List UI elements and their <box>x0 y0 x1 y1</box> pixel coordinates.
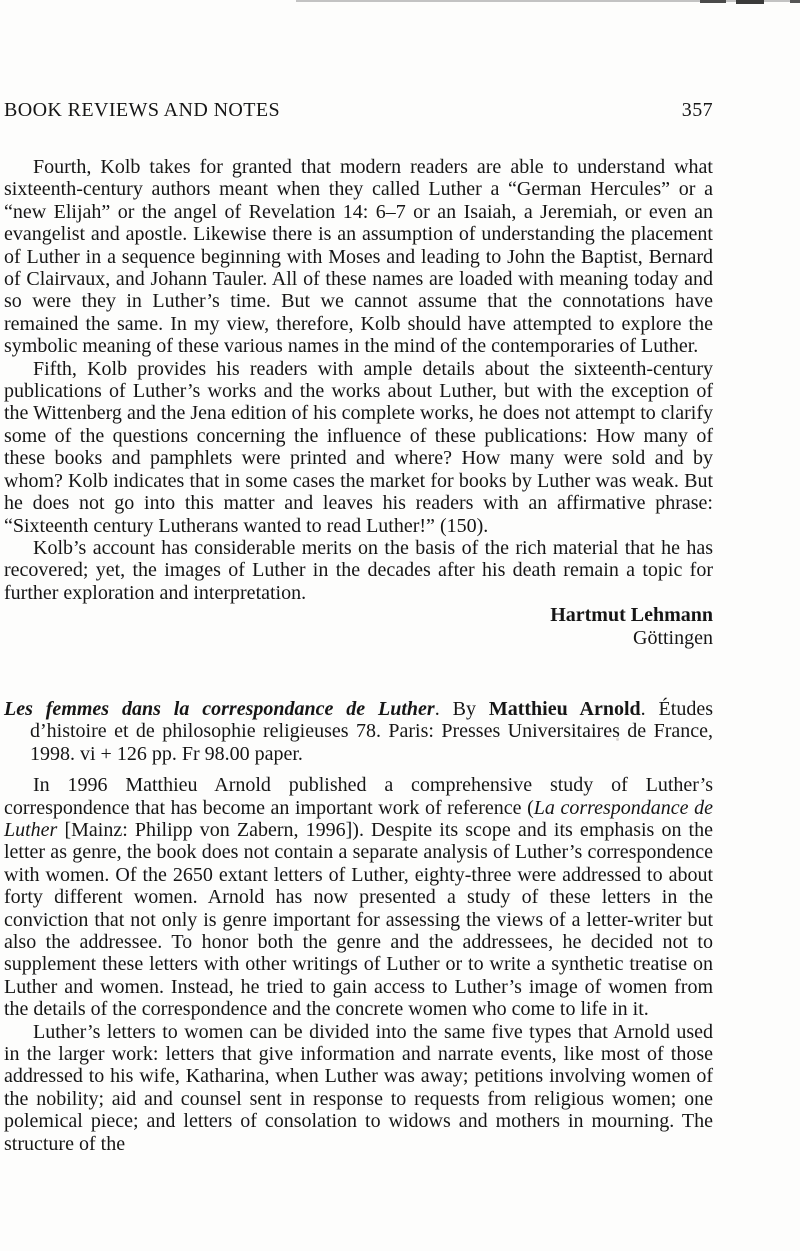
kolb-paragraph-fifth: Fifth, Kolb provides his readers with ample details about the sixteenth-century publications of Luther’s works and the works about Luther, but with the exception of the Wittenberg and the Jena edition of his complete works, he does not attempt to clarify some of the questions concerning the influence of these publications: How many of these books and pamphlets were printed and where? How many were sold and by whom? Kolb indicates that in some cases the market for books by Luther was weak. But he does not go into this matter and leaves his readers with an affirmative phrase: “Sixteenth century Lutherans wanted to read Luther!” (150). <box>4 357 713 537</box>
body-text <box>4 156 713 1155</box>
reviewer-name: Hartmut Lehmann <box>550 604 713 627</box>
scan-artifact-mark <box>790 0 800 3</box>
running-head <box>4 99 713 122</box>
scan-artifact-mark <box>736 0 764 4</box>
running-head-title: BOOK REVIEWS AND NOTES <box>4 99 281 121</box>
kolb-paragraph-fourth: Fourth, Kolb takes for granted that modern readers are able to understand what sixteenth-century authors meant when they called Luther a “German Hercules” or a “new Elijah” or the angel of Revelation 14: 6–7 or an Isaiah, a Jeremiah, or even an evangelist and apostle. Likewise there is an assumption of understanding the placement of Luther in a sequence beginning with Moses and leading to John the Baptist, Bernard of Clairvaux, and Johann Tauler. All of these names are loaded with meaning today and so were they in Luther’s time. But we cannot assume that the connotations have remained the same. In my view, therefore, Kolb should have attempted to explore the symbolic meaning of these various names in the mind of the contemporaries of Luther. <box>4 156 713 358</box>
text-block <box>4 99 713 1155</box>
scan-artifact-mark <box>700 0 726 3</box>
reviewer-location: Göttingen <box>633 626 713 649</box>
kolb-paragraph-conclusion: Kolb’s account has considerable merits on the basis of the rich material that he has recovered; yet, the images of Luther in the decades after his death remain a topic for further exploration and interpretation. <box>4 536 713 604</box>
arnold-paragraph-intro: In 1996 Matthieu Arnold published a comprehensive study of Luther’s correspondence that has become an important work of reference (La correspondance de Luther [Mainz: Philipp von Zabern, 1996]). Despite its scope and its emphasis on the letter as genre, the book does not contain a separate analysis of Luther’s correspondence with women. Of the 2650 extant letters of Luther, eighty-three were addressed to about forty different women. Arnold has now presented a study of these letters in the conviction that not only is genre important for assessing the views of a letter-writer but also the addressee. To honor both the genre and the addressees, he decided not to supplement these letters with other writings of Luther or to write a synthetic treatise on Luther and women. Instead, he tried to gain access to Luther’s image of women from the details of the correspondence and the concrete women who come to life in it. <box>4 774 713 1021</box>
arnold-paragraph-letter-types: Luther’s letters to women can be divided into the same five types that Arnold used in the larger work: letters that give information and narrate events, like most of those addressed to his wife, Katharina, when Luther was away; petitions involving women of the nobility; aid and counsel sent in response to requests from religious women; one polemical piece; and letters of consolation to widows and mothers in mourning. The structure of the <box>4 1020 713 1155</box>
page-number: 357 <box>681 99 713 121</box>
book-citation: Les femmes dans la correspondance de Luther. By Matthieu Arnold. Études d’histoire et de philosophie religieuses 78. Paris: Presses Universitaires de France, 1998. vi + 126 pp. Fr 98.00 paper. <box>4 697 713 765</box>
